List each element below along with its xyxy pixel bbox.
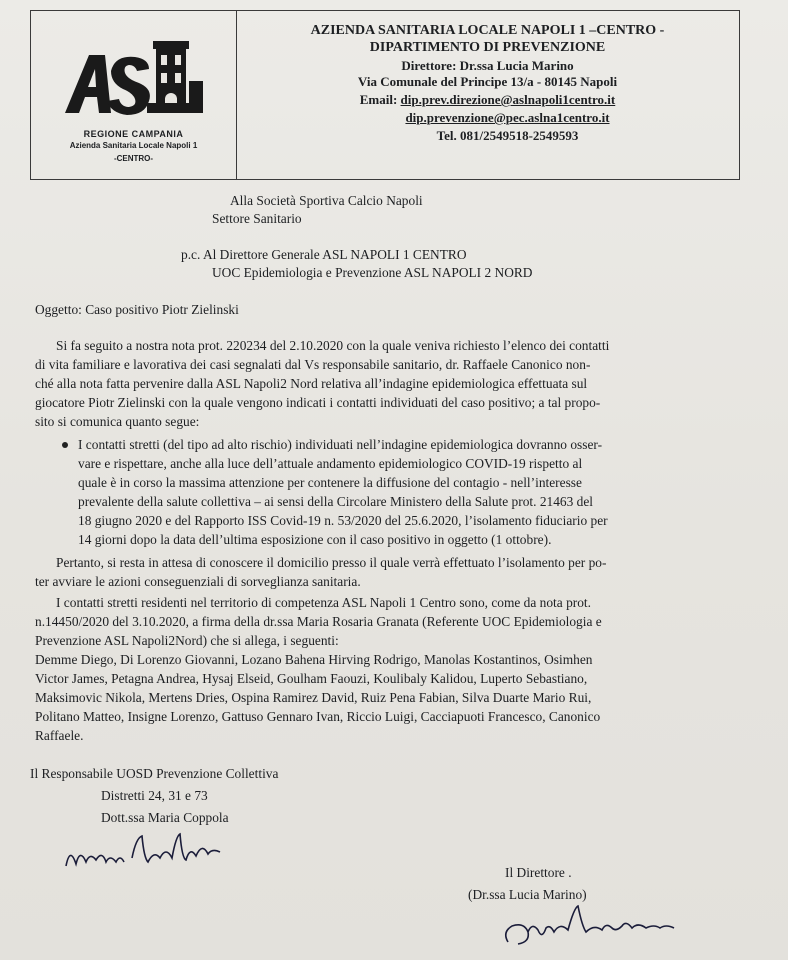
email-label: Email: [359, 92, 398, 107]
bullet-line: 14 giorni dopo la data dell’ultima esposizione con il caso positivo in oggetto (1 ottobre). [78, 532, 552, 547]
p1-line: ché alla nota fatta pervenire dalla ASL Napoli2 Nord relativa all’indagine epidemiologica effettuata sul [35, 376, 588, 391]
left-signature-icon [62, 828, 232, 880]
left-signatory-name: Dott.ssa Maria Coppola [101, 810, 229, 825]
director-line: Direttore: Dr.ssa Lucia Marino [401, 58, 574, 73]
p1-line: giocatore Piotr Zielinski con la quale vengono indicati i contatti individuati del caso positivo; a tal propo- [35, 395, 601, 410]
bullet-line: quale è in corso la massima attenzione per contenere la diffusione del contagio - nell’interesse [78, 475, 582, 490]
bullet-line: 18 giugno 2020 e del Rapporto ISS Covid-19 n. 53/2020 del 25.6.2020, l’isolamento fiduciario per [78, 513, 608, 528]
p2-line: Pertanto, si resta in attesa di conoscere il domicilio presso il quale verrà effettuato l’isolamento per po- [56, 555, 607, 570]
email-row [236, 92, 739, 108]
bullet-line: vare e rispettare, anche alla luce dell’attuale andamento epidemiologico COVID-19 rispetto al [78, 456, 583, 471]
subject-line: Oggetto: Caso positivo Piotr Zielinski [35, 302, 239, 317]
email-link-2[interactable]: dip.prevenzione@pec.aslna1centro.it [405, 110, 610, 125]
right-signatory-name: (Dr.ssa Lucia Marino) [468, 887, 587, 902]
right-signature-icon [498, 902, 698, 954]
bullet-icon [62, 442, 68, 448]
p3-line: Prevenzione ASL Napoli2Nord) che si allega, i seguenti: [35, 633, 339, 648]
email-row-2 [236, 110, 739, 126]
p3-line: I contatti stretti residenti nel territorio di competenza ASL Napoli 1 Centro sono, come da nota prot. [56, 595, 591, 610]
p1-line: sito si comunica quanto segue: [35, 414, 200, 429]
bullet-line: I contatti stretti (del tipo ad alto rischio) individuati nell’indagine epidemiologica dovranno osser- [78, 437, 603, 452]
agency-name: AZIENDA SANITARIA LOCALE NAPOLI 1 –CENTRO - [310, 23, 665, 38]
left-signatory-title: Il Responsabile UOSD Prevenzione Collettiva [30, 766, 279, 781]
addressee-line-2: Settore Sanitario [212, 211, 302, 226]
address-line: Via Comunale del Principe 13/a - 80145 Napoli [357, 74, 618, 89]
contact-names-line: Politano Matteo, Insigne Lorenzo, Gattuso Gennaro Ivan, Riccio Luigi, Cacciapuoti Francesco, Canonico [35, 709, 601, 724]
phone-line [236, 128, 739, 144]
logo-block [31, 11, 237, 179]
phone-number: Tel. 081/2549518-2549593 [436, 128, 579, 143]
right-signatory-title: Il Direttore . [505, 865, 572, 880]
asl-logo-icon [61, 41, 211, 131]
p1-line: di vita familiare e lavorativa dei casi segnalati dal Vs responsabile sanitario, dr. Raffaele Canonico non- [35, 357, 591, 372]
contact-names-line: Maksimovic Nikola, Mertens Dries, Ospina Ramirez David, Ruiz Pena Fabian, Silva Duarte Mario Rui, [35, 690, 592, 705]
contact-names-line: Demme Diego, Di Lorenzo Giovanni, Lozano Bahena Hirving Rodrigo, Manolas Kostantinos, Osimhen [35, 652, 593, 667]
left-signatory-districts: Distretti 24, 31 e 73 [101, 788, 208, 803]
contact-names-line: Raffaele. [35, 728, 84, 743]
department-name: DIPARTIMENTO DI PREVENZIONE [369, 40, 606, 55]
logo-district: -CENTRO- [113, 154, 154, 163]
cc-line-1: p.c. Al Direttore Generale ASL NAPOLI 1 CENTRO [181, 247, 467, 262]
contact-names-line: Victor James, Petagna Andrea, Hysaj Elseid, Goulham Faouzi, Koulibaly Kalidou, Luperto Sebastiano, [35, 671, 588, 686]
logo-agency: Azienda Sanitaria Locale Napoli 1 [69, 141, 198, 150]
logo-region: REGIONE CAMPANIA [83, 129, 184, 139]
p2-line: ter avviare le azioni conseguenziali di sorveglianza sanitaria. [35, 574, 361, 589]
cc-line-2: UOC Epidemiologia e Prevenzione ASL NAPOLI 2 NORD [212, 265, 533, 280]
p3-line: n.14450/2020 del 3.10.2020, a firma della dr.ssa Maria Rosaria Granata (Referente UOC Epidemiologia e [35, 614, 602, 629]
letterhead [30, 10, 740, 180]
bullet-line: prevalente della salute collettiva – ai sensi della Circolare Ministero della Salute prot. 21463 del [78, 494, 594, 509]
p1-line: Si fa seguito a nostra nota prot. 220234 del 2.10.2020 con la quale veniva richiesto l’elenco dei contatti [56, 338, 610, 353]
addressee-line-1: Alla Società Sportiva Calcio Napoli [230, 193, 423, 208]
email-link-1[interactable]: dip.prev.direzione@aslnapoli1centro.it [400, 92, 616, 107]
